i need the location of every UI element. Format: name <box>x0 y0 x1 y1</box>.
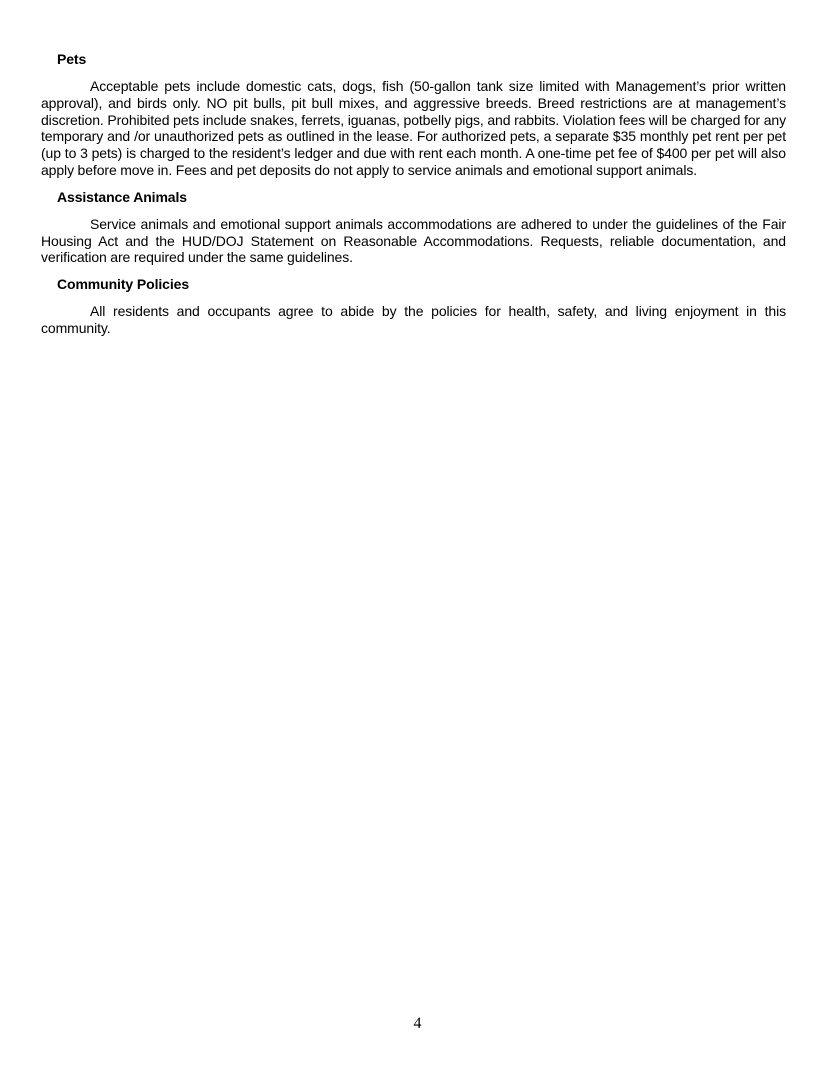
section-community-policies <box>41 276 786 337</box>
section-paragraph-assistance-animals: Service animals and emotional support animals accommodations are adhered to under the guidelines of the Fair Housing Act and the HUD/DOJ Statement on Reasonable Accommodations. Requests, reliable documentation, and verification are required under the same guidelines. <box>41 215 786 266</box>
section-heading-community-policies: Community Policies <box>57 276 190 293</box>
section-paragraph-pets: Acceptable pets include domestic cats, dogs, fish (50-gallon tank size limited with Management’s prior written approval), and birds only. NO pit bulls, pit bull mixes, and aggressive breeds. Breed restrictions are at management’s discretion. Prohibited pets include snakes, ferrets, iguanas, potbelly pigs, and rabbits. Violation fees will be charged for any temporary and /or unauthorized pets as outlined in the lease. For authorized pets, a separate $35 monthly pet rent per pet (up to 3 pets) is charged to the resident’s ledger and due with rent each month. A one-time pet fee of $400 per pet will also apply before move in. Fees and pet deposits do not apply to service animals and emotional support animals. <box>41 78 786 178</box>
page-number: 4 <box>413 1015 422 1032</box>
section-pets <box>41 51 786 179</box>
section-paragraph-community-policies: All residents and occupants agree to abide by the policies for health, safety, and living enjoyment in this community. <box>41 303 786 336</box>
section-heading-assistance-animals: Assistance Animals <box>57 188 187 205</box>
document-content <box>41 51 786 337</box>
section-assistance-animals <box>41 189 786 266</box>
section-heading-pets: Pets <box>57 51 87 67</box>
